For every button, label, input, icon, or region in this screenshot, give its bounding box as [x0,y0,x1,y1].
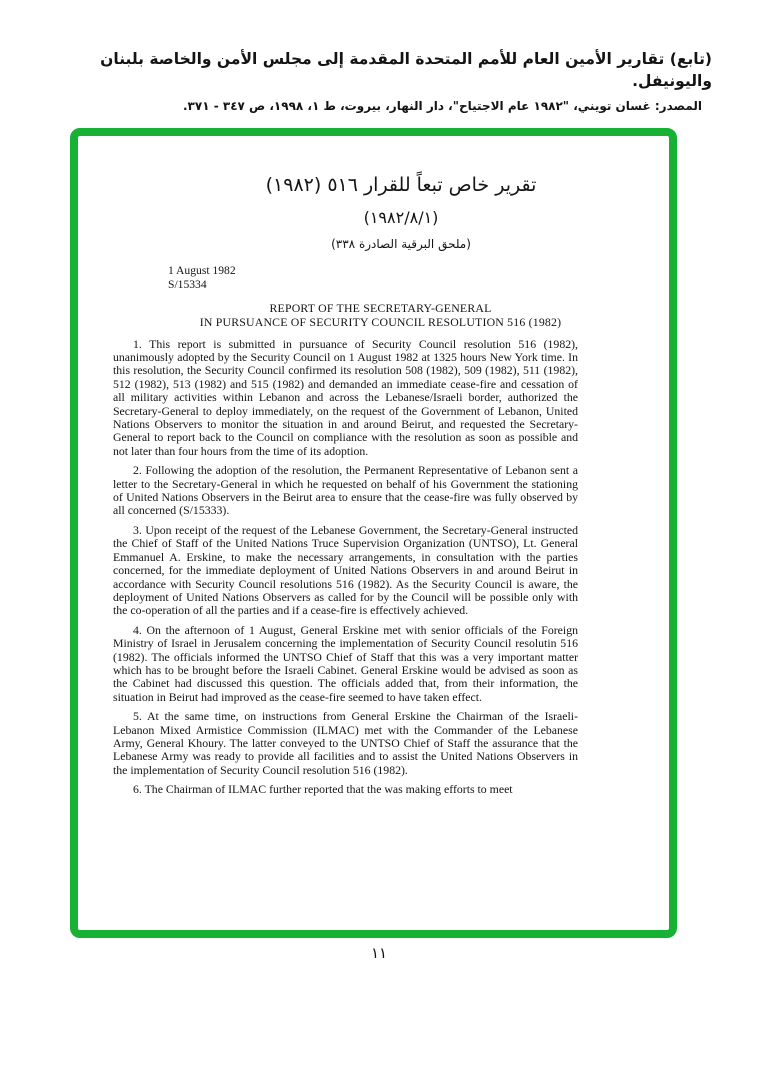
arabic-report-note: (ملحق البرقية الصادرة ٣٣٨) [331,237,471,251]
document-meta [168,264,669,291]
paragraph-6: 6. The Chairman of ILMAC further reported that the was making efforts to meet [133,782,513,797]
paragraph-3: 3. Upon receipt of the request of the Lebanese Government, the Secretary-General instructed the Chief of Staff of the United Nations Truce Supervision Organization (UNTSO), Lt. General Emmanuel A. Erskine, to make the necessary arrangements, in consultation with the parties concerned, for the immediate deployment of United Nations Observers in and around Beirut in accordance with Security Council resolutions 516 (1982). As the Security Council is aware, the deployment of United Nations Observers as called for by the Council will be possible only with the co-operation of all the parties and if a cease-fire is effectively achieved. [113,522,578,618]
paragraph-4: 4. On the afternoon of 1 August, General Erskine met with senior officials of the Foreign Ministry of Israel in Jerusalem concerning the implementation of Security Council resolutin 516 (1982). The officials informed the UNTSO Chief of Staff that this was a very important matter which has to be brought before the Israeli Cabinet. General Erskine would be advised as soon as the Cabinet had discussed this question. The officials added that, from their information, the situation in Beirut had improved as the cease-fire seemed to have taken effect. [113,622,578,704]
paragraph-5: 5. At the same time, on instructions from General Erskine the Chairman of the Israeli-Lebanon Mixed Armistice Commission (ILMAC) met with the Commander of the Lebanese Army, General Khoury. The latter conveyed to the UNTSO Chief of Staff the assurance that the Lebanese Army was ready to provide all facilities and to assist the United Nations Observers in the implementation of Security Council resolution 516 (1982). [113,709,578,777]
document-title [78,302,669,330]
document-title-line1: REPORT OF THE SECRETARY-GENERAL [269,301,492,315]
paragraph-1: 1. This report is submitted in pursuance of Security Council resolution 516 (1982), unanimously adopted by the Security Council on 1 August 1982 at 1325 hours New York time. In this resolution, the Security Council confirmed its resolution 508 (1982), 509 (1982), 511 (1982), 512 (1982), 513 (1982) and 515 (1982) and demanded an immediate cease-fire and cessation of all military activities within Lebanon and across the Lebanese/Israeli border, authorized the Secretary-General to deploy immediately, on the request of the Government of Lebanon, United Nations Observers to monitor the situation in and around Beirut, and requested the Secretary-General to report back to the Council on compliance with the resolution as soon as possible and not later than four hours from the time of its adoption. [113,336,578,458]
arabic-title-block [78,172,669,252]
arabic-report-title: تقرير خاص تبعاً للقرار ٥١٦ (١٩٨٢) [265,174,537,196]
document-title-line2: IN PURSUANCE OF SECURITY COUNCIL RESOLUTION 516 (1982) [199,314,562,329]
header-source-citation: المصدر: غسان تويني، "١٩٨٢ عام الاجتياح"، دار النهار، بيروت، ط ١، ١٩٩٨، ص ٣٤٧ - ٣٧١. [182,99,702,113]
arabic-report-date: (١٩٨٢/٨/١) [363,208,439,227]
document-body [113,338,578,797]
page-number: ١١ [370,944,388,962]
paragraph-2: 2. Following the adoption of the resolution, the Permanent Representative of Lebanon sent a letter to the Secretary-General in which he requested on behalf of his Government the stationing of United Nations Observers in the Beirut area to ensure that the cease-fire was fully observed by all concerned (S/15333). [113,463,578,518]
page-header [40,48,712,115]
document-frame [70,128,677,938]
document-symbol: S/15334 [168,277,207,291]
header-series-title: (تابع) تقارير الأمين العام للأمم المتحدة المقدمة إلى مجلس الأمن والخاصة بلبنان واليونيفل. [100,50,712,90]
document-date: 1 August 1982 [168,264,236,277]
